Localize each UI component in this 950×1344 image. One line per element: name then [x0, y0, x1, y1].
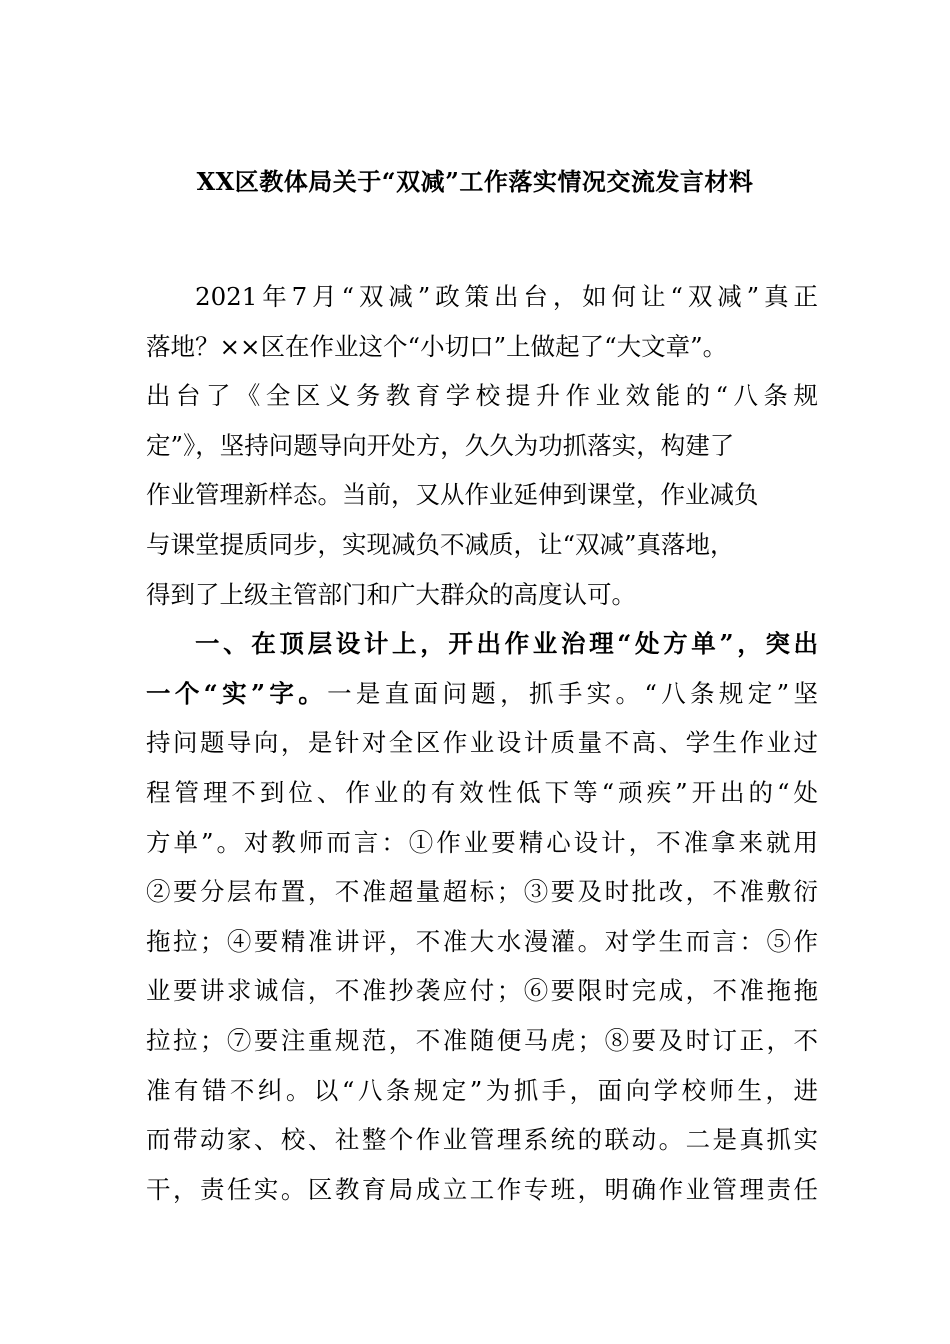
body-line: 定”》，坚持问题导向开处方，久久为功抓落实，构建了 [146, 430, 735, 460]
section-heading-text: 一、在顶层设计上，开出作业治理“处方单”，突出 [195, 629, 818, 659]
section-heading [146, 619, 818, 669]
body-line: 落地？××区在作业这个“小切口”上做起了“大文章”。 [146, 331, 728, 361]
body-line: 而带动家、校、社整个作业管理系统的联动。二是真抓实 [146, 1125, 818, 1155]
body-line: 拖拉；④要精准讲评，不准大水漫灌。对学生而言：⑤作 [146, 926, 818, 956]
body-line: ②要分层布置，不准超量超标；③要及时批改，不准敷衍 [146, 877, 818, 907]
body-line: 干，责任实。区教育局成立工作专班，明确作业管理责任 [146, 1174, 818, 1204]
body-line: 出台了《全区义务教育学校提升作业效能的“八条规 [146, 381, 818, 411]
body-line: 业要讲求诚信，不准抄袭应付；⑥要限时完成，不准拖拖 [146, 976, 818, 1006]
body-line: 程管理不到位、作业的有效性低下等“顽疾”开出的“处 [146, 777, 818, 807]
document-body [146, 272, 818, 1214]
section-heading-continued: 一个“实”字。 [146, 678, 328, 708]
body-line [146, 669, 818, 719]
body-line: 作业管理新样态。当前，又从作业延伸到课堂，作业减负 [146, 480, 759, 510]
body-line: 持问题导向，是针对全区作业设计质量不高、学生作业过 [146, 728, 818, 758]
body-line: 拉拉；⑦要注重规范，不准随便马虎；⑧要及时订正，不 [146, 1025, 818, 1055]
body-line: 方单”。对教师而言：①作业要精心设计，不准拿来就用 [146, 827, 818, 857]
body-line: 2021年7月“双减”政策出台，如何让“双减”真正 [195, 282, 818, 311]
body-line: 与课堂提质同步，实现减负不减质，让“双减”真落地， [146, 529, 735, 559]
body-line: 准有错不纠。以“八条规定”为抓手，面向学校师生，进 [146, 1075, 818, 1105]
body-line-text: 一是直面问题，抓手实。“八条规定”坚 [327, 678, 818, 708]
body-line: 得到了上级主管部门和广大群众的高度认可。 [146, 579, 636, 609]
document-title: XX区教体局关于“双减”工作落实情况交流发言材料 [196, 167, 754, 196]
